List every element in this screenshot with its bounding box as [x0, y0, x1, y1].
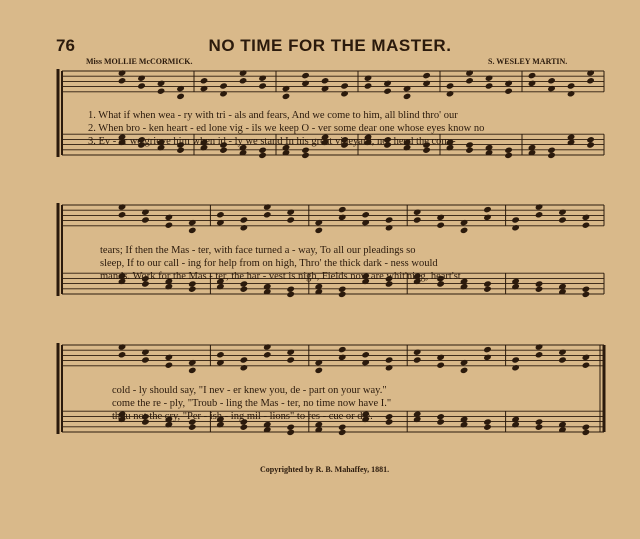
- note-head: [586, 141, 595, 148]
- note-head: [436, 214, 445, 221]
- note-head: [558, 209, 567, 216]
- note-head: [535, 343, 544, 350]
- note-head: [528, 80, 537, 87]
- note-head: [338, 354, 347, 361]
- note-head: [165, 354, 174, 361]
- note-head: [535, 203, 544, 210]
- note-head: [141, 356, 150, 363]
- note-head: [385, 216, 394, 223]
- note-head: [403, 85, 412, 92]
- note-head: [286, 349, 295, 356]
- note-head: [282, 93, 291, 100]
- note-head: [301, 80, 310, 87]
- note-head: [286, 429, 295, 436]
- note-head: [422, 80, 431, 87]
- note-head: [315, 367, 324, 374]
- note-head: [485, 75, 494, 82]
- note-head: [361, 351, 370, 358]
- note-head: [483, 214, 492, 221]
- note-head: [413, 209, 422, 216]
- note-head: [176, 93, 185, 100]
- note-head: [239, 77, 248, 84]
- note-head: [338, 214, 347, 221]
- note-head: [301, 152, 310, 159]
- note-head: [188, 367, 197, 374]
- note-head: [188, 219, 197, 226]
- note-head: [535, 424, 544, 431]
- note-head: [483, 346, 492, 353]
- note-head: [504, 88, 513, 95]
- system-2-verse-2: sleep, If to our call - ing for help from on high, Thro' the thick dark - ness would: [100, 258, 438, 269]
- note-head: [286, 216, 295, 223]
- note-head: [188, 424, 197, 431]
- note-head: [460, 219, 469, 226]
- note-head: [239, 69, 248, 76]
- note-head: [465, 147, 474, 154]
- note-head: [511, 356, 520, 363]
- note-head: [118, 211, 127, 218]
- note-head: [535, 351, 544, 358]
- note-head: [511, 224, 520, 231]
- note-head: [413, 356, 422, 363]
- note-head: [558, 356, 567, 363]
- note-head: [340, 82, 349, 89]
- note-head: [141, 209, 150, 216]
- note-head: [385, 418, 394, 425]
- note-head: [403, 93, 412, 100]
- system-1-verse-3: 3. Ev - er we grieve him when id - ly we stand In his great vineyard, nor heed the com -: [88, 136, 456, 147]
- system-2-verse-1: tears; If then the Mas - ter, with face turned a - way, To all our pleadings so: [100, 245, 416, 256]
- note-head: [547, 85, 556, 92]
- note-head: [338, 291, 347, 298]
- note-head: [165, 222, 174, 229]
- note-head: [118, 203, 127, 210]
- note-head: [535, 211, 544, 218]
- note-head: [558, 349, 567, 356]
- note-head: [340, 90, 349, 97]
- note-head: [547, 152, 556, 159]
- note-head: [446, 82, 455, 89]
- note-head: [240, 286, 249, 293]
- copyright-notice: Copyrighted by R. B. Mahaffey, 1881.: [260, 465, 390, 474]
- note-head: [157, 88, 166, 95]
- note-head: [586, 77, 595, 84]
- note-head: [460, 227, 469, 234]
- page-number: 76: [56, 36, 75, 55]
- note-head: [321, 77, 330, 84]
- note-head: [483, 206, 492, 213]
- note-head: [436, 362, 445, 369]
- note-head: [582, 354, 591, 361]
- note-head: [465, 77, 474, 84]
- note-head: [118, 351, 127, 358]
- note-head: [567, 90, 576, 97]
- note-head: [286, 209, 295, 216]
- note-head: [385, 364, 394, 371]
- note-head: [240, 356, 249, 363]
- note-head: [582, 222, 591, 229]
- system-3-verse-3: thou not the cry, "Per - ish - ing mil - lions" to res - cue or die.: [112, 411, 373, 422]
- note-head: [188, 286, 197, 293]
- note-head: [361, 359, 370, 366]
- lyricist-credit: Miss MOLLIE McCORMICK.: [86, 57, 193, 66]
- note-head: [383, 80, 392, 87]
- note-head: [446, 90, 455, 97]
- note-head: [219, 90, 228, 97]
- note-head: [528, 72, 537, 79]
- note-head: [483, 354, 492, 361]
- note-head: [338, 206, 347, 213]
- note-head: [141, 349, 150, 356]
- note-head: [165, 214, 174, 221]
- note-head: [364, 82, 373, 89]
- note-head: [216, 359, 225, 366]
- note-head: [321, 85, 330, 92]
- system-1-verse-1: 1. What if when wea - ry with tri - als and fears, And we come to him, all blind thro' our: [88, 110, 458, 121]
- note-head: [465, 69, 474, 76]
- note-head: [460, 359, 469, 366]
- note-head: [118, 69, 127, 76]
- note-head: [504, 80, 513, 87]
- note-head: [240, 224, 249, 231]
- note-head: [315, 359, 324, 366]
- note-head: [582, 214, 591, 221]
- note-head: [216, 219, 225, 226]
- note-head: [511, 364, 520, 371]
- note-head: [483, 286, 492, 293]
- note-head: [118, 343, 127, 350]
- system-1-verse-2: 2. When bro - ken heart - ed lone vig - ils we keep O - ver some dear one whose eyes know no: [88, 123, 485, 134]
- note-head: [460, 367, 469, 374]
- note-head: [385, 356, 394, 363]
- note-head: [165, 362, 174, 369]
- note-head: [436, 354, 445, 361]
- note-head: [282, 85, 291, 92]
- note-head: [216, 211, 225, 218]
- note-head: [582, 429, 591, 436]
- note-head: [483, 424, 492, 431]
- note-head: [240, 364, 249, 371]
- note-head: [582, 291, 591, 298]
- note-head: [364, 75, 373, 82]
- note-head: [263, 203, 272, 210]
- note-head: [286, 356, 295, 363]
- note-head: [240, 424, 249, 431]
- composer-credit: S. WESLEY MARTIN.: [488, 57, 568, 66]
- note-head: [315, 219, 324, 226]
- note-head: [361, 219, 370, 226]
- note-head: [188, 227, 197, 234]
- note-head: [219, 82, 228, 89]
- note-head: [315, 227, 324, 234]
- note-head: [511, 216, 520, 223]
- note-head: [361, 211, 370, 218]
- note-head: [385, 224, 394, 231]
- note-head: [436, 418, 445, 425]
- note-head: [176, 85, 185, 92]
- note-head: [200, 85, 209, 92]
- note-head: [258, 75, 267, 82]
- note-head: [413, 349, 422, 356]
- note-head: [188, 359, 197, 366]
- note-head: [118, 77, 127, 84]
- note-head: [263, 343, 272, 350]
- hymn-title: NO TIME FOR THE MASTER.: [208, 36, 452, 55]
- note-head: [200, 77, 209, 84]
- note-head: [504, 152, 513, 159]
- note-head: [263, 351, 272, 358]
- note-head: [413, 216, 422, 223]
- note-head: [258, 82, 267, 89]
- note-head: [216, 351, 225, 358]
- note-head: [338, 429, 347, 436]
- note-head: [567, 82, 576, 89]
- note-head: [436, 222, 445, 229]
- note-head: [157, 80, 166, 87]
- system-2-verse-3: mands. Work for the Mas - ter, the har - vest is nigh, Fields now are whit'ning, heart'st: [100, 271, 461, 282]
- note-head: [258, 152, 267, 159]
- note-head: [586, 69, 595, 76]
- note-head: [240, 216, 249, 223]
- note-head: [286, 291, 295, 298]
- note-head: [582, 362, 591, 369]
- note-head: [547, 77, 556, 84]
- note-head: [137, 82, 146, 89]
- note-head: [137, 75, 146, 82]
- note-head: [535, 286, 544, 293]
- note-head: [301, 72, 310, 79]
- note-head: [558, 216, 567, 223]
- note-head: [263, 211, 272, 218]
- note-head: [485, 82, 494, 89]
- system-3-verse-2: come the re - ply, "Troub - ling the Mas - ter, no time now have I.": [112, 398, 392, 409]
- system-3-verse-1: cold - ly should say, "I nev - er knew you, de - part on your way.": [112, 385, 387, 396]
- note-head: [383, 88, 392, 95]
- note-head: [422, 72, 431, 79]
- note-head: [141, 216, 150, 223]
- note-head: [338, 346, 347, 353]
